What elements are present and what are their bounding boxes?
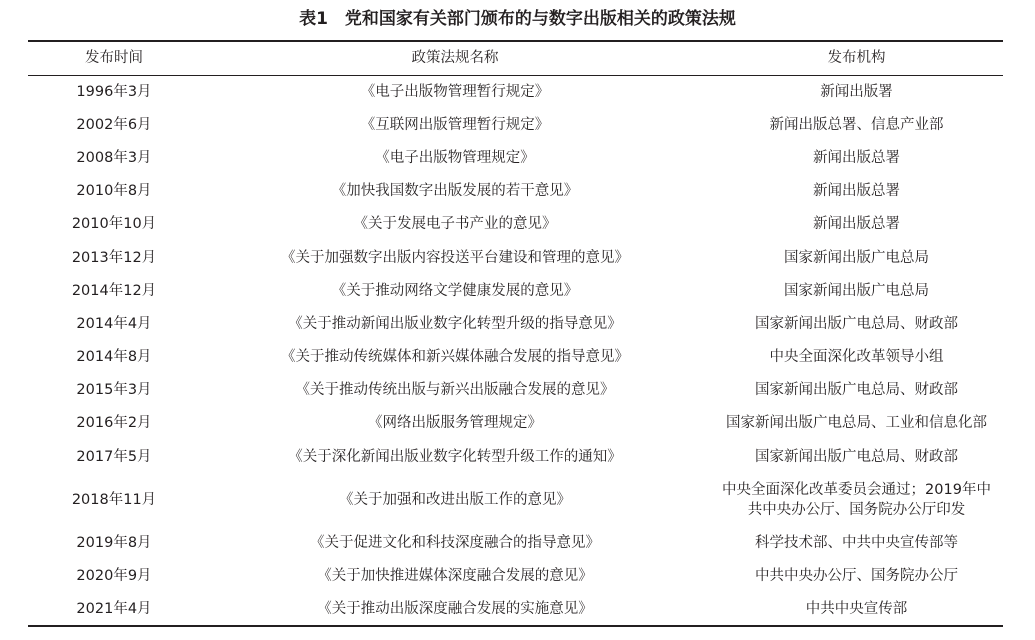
table-row: [28, 241, 1003, 274]
cell-policy-name: 《加快我国数字出版发展的若干意见》: [331, 183, 579, 200]
cell-date: 2015年3月: [76, 382, 152, 399]
cell-policy-name: 《关于推动出版深度融合发展的实施意见》: [317, 600, 593, 617]
cell-date: 1996年3月: [76, 83, 152, 100]
table-row: [28, 307, 1003, 340]
cell-agency: 新闻出版署: [820, 83, 893, 100]
cell-date: 2018年11月: [71, 491, 157, 508]
cell-policy-name: 《关于加强和改进出版工作的意见》: [339, 491, 571, 508]
table-row: [28, 175, 1003, 208]
table-row: [28, 108, 1003, 141]
table-row: [28, 593, 1003, 626]
cell-agency: 新闻出版总署: [813, 216, 900, 233]
cell-agency: 新闻出版总署、信息产业部: [769, 116, 944, 133]
cell-date: 2019年8月: [76, 534, 152, 551]
cell-policy-name: 《电子出版物管理暂行规定》: [360, 83, 550, 100]
table-row: [28, 559, 1003, 592]
table-title: 表1 党和国家有关部门颁布的与数字出版相关的政策法规: [299, 9, 736, 29]
cell-date: 2010年10月: [71, 216, 157, 233]
cell-agency: 国家新闻出版广电总局: [784, 249, 929, 266]
table-row: [28, 526, 1003, 559]
cell-policy-name: 《关于推动新闻出版业数字化转型升级的指导意见》: [288, 315, 622, 332]
cell-date: 2021年4月: [76, 600, 152, 617]
cell-agency: 中央全面深化改革委员会通过；2019年中共中央办公厅、国务院办公厅印发: [722, 481, 991, 518]
cell-policy-name: 《网络出版服务管理规定》: [368, 415, 542, 432]
cell-agency: 中央全面深化改革领导小组: [769, 349, 944, 366]
table-row: [28, 274, 1003, 307]
cell-agency: 中共中央宣传部: [805, 600, 908, 617]
cell-date: 2002年6月: [76, 116, 152, 133]
table-row: [28, 407, 1003, 440]
table-row: [28, 374, 1003, 407]
cell-date: 2020年9月: [76, 568, 152, 585]
cell-date: 2014年12月: [71, 282, 157, 299]
cell-policy-name: 《关于促进文化和科技深度融合的指导意见》: [310, 534, 600, 551]
cell-policy-name: 《电子出版物管理规定》: [375, 149, 535, 166]
cell-date: 2014年4月: [76, 315, 152, 332]
cell-agency: 中共中央办公厅、国务院办公厅: [755, 568, 958, 585]
table-row: [28, 341, 1003, 374]
cell-agency: 国家新闻出版广电总局: [784, 282, 929, 299]
cell-agency: 国家新闻出版广电总局、财政部: [755, 382, 958, 399]
cell-date: 2017年5月: [76, 448, 152, 465]
cell-policy-name: 《关于加强数字出版内容投送平台建设和管理的意见》: [281, 249, 629, 266]
cell-policy-name: 《关于推动网络文学健康发展的意见》: [331, 282, 579, 299]
table-row: [28, 440, 1003, 473]
cell-agency: 新闻出版总署: [813, 149, 900, 166]
cell-date: 2010年8月: [76, 183, 152, 200]
table-header-row: [28, 41, 1003, 75]
header-agency: 发布机构: [710, 41, 1003, 75]
cell-policy-name: 《关于推动传统出版与新兴出版融合发展的意见》: [295, 382, 615, 399]
cell-date: 2008年3月: [76, 149, 152, 166]
cell-date: 2014年8月: [76, 349, 152, 366]
cell-agency: 国家新闻出版广电总局、财政部: [755, 448, 958, 465]
cell-agency: 科学技术部、中共中央宣传部等: [755, 534, 958, 551]
table-row: [28, 141, 1003, 174]
header-date: 发布时间: [28, 41, 200, 75]
cell-policy-name: 《关于深化新闻出版业数字化转型升级工作的通知》: [288, 448, 622, 465]
header-policy-name: 政策法规名称: [200, 41, 710, 75]
cell-policy-name: 《关于推动传统媒体和新兴媒体融合发展的指导意见》: [281, 349, 629, 366]
cell-agency: 新闻出版总署: [813, 183, 900, 200]
cell-agency: 国家新闻出版广电总局、工业和信息化部: [726, 415, 987, 432]
cell-policy-name: 《关于加快推进媒体深度融合发展的意见》: [317, 568, 593, 585]
cell-agency: 国家新闻出版广电总局、财政部: [755, 315, 958, 332]
cell-policy-name: 《互联网出版管理暂行规定》: [360, 116, 550, 133]
policy-table: [28, 40, 1003, 627]
cell-date: 2016年2月: [76, 415, 152, 432]
cell-date: 2013年12月: [71, 249, 157, 266]
table-row: [28, 473, 1003, 526]
table-row: [28, 75, 1003, 108]
cell-policy-name: 《关于发展电子书产业的意见》: [353, 216, 557, 233]
table-row: [28, 208, 1003, 241]
